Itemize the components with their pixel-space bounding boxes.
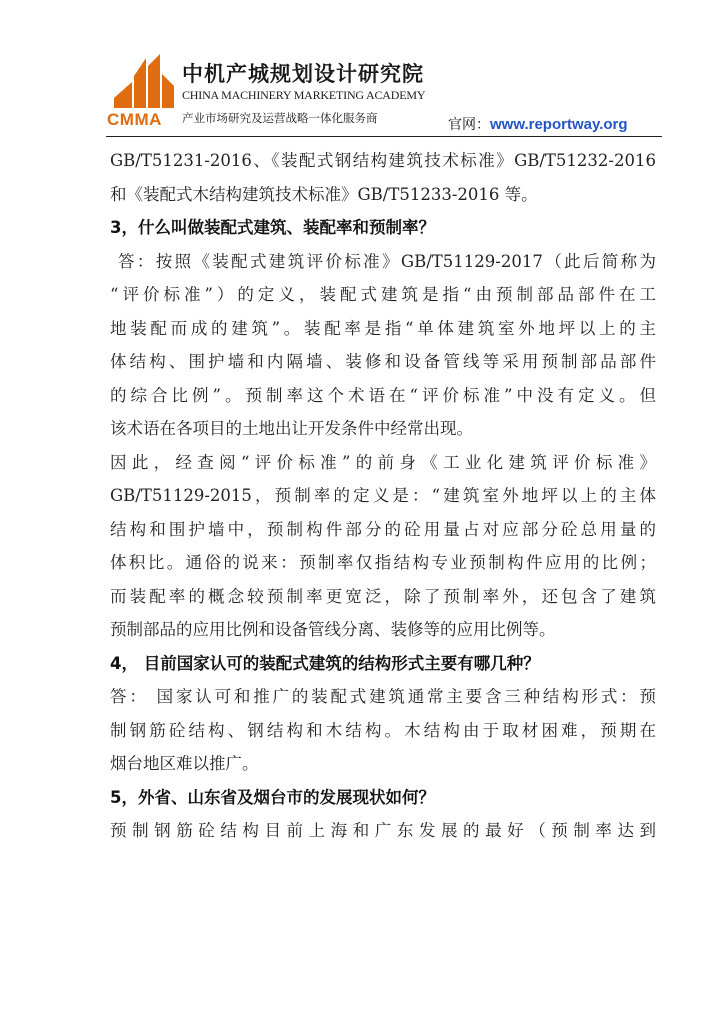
body-line: 因此，经查阅“评价标准”的前身《工业化建筑评价标准》 (110, 452, 656, 472)
body-line: GB/T51231-2016、《装配式钢结构建筑技术标准》GB/T51232-2016 (110, 151, 656, 170)
website-link[interactable]: www.reportway.org (490, 116, 628, 133)
body-line: 而装配率的概念较预制率更宽泛，除了预制率外，还包含了建筑 (110, 586, 656, 606)
body-line: 答：按照《装配式建筑评价标准》GB/T51129-2017（此后简称为 (118, 251, 656, 271)
body-line: 和《装配式木结构建筑技术标准》GB/T51233-2016 等。 (110, 184, 538, 204)
body-line: GB/T51129-2015，预制率的定义是：“建筑室外地坪以上的主体 (110, 486, 656, 505)
section-heading: 3，什么叫做装配式建筑、装配率和预制率？ (110, 218, 435, 237)
body-line: 结构和围护墙中，预制构件部分的砼用量占对应部分砼总用量的 (110, 519, 656, 539)
body-line: 答： 国家认可和推广的装配式建筑通常主要含三种结构形式：预 (110, 687, 656, 706)
document-body (110, 144, 656, 848)
section-heading: 4， 目前国家认可的装配式建筑的结构形式主要有哪几种？ (110, 653, 540, 673)
organization-name-en: CHINA MACHINERY MARKETING ACADEMY (182, 88, 426, 102)
body-line: 体积比。通俗的说来：预制率仅指结构专业预制构件应用的比例； (110, 553, 656, 572)
section-heading: 5，外省、山东省及烟台市的发展现状如何？ (110, 787, 435, 807)
body-line: 预制钢筋砼结构目前上海和广东发展的最好（预制率达到 (110, 821, 656, 840)
body-line: 烟台地区难以推广。 (110, 754, 259, 773)
body-line: 预制部品的应用比例和设备管线分离、装修等的应用比例等。 (110, 620, 556, 639)
website-label: 官网： (448, 117, 490, 133)
body-line: 该术语在各项目的土地出让开发条件中经常出现。 (110, 419, 473, 438)
header-divider (106, 136, 662, 137)
organization-slogan: 产业市场研究及运营战略一体化服务商 (182, 111, 378, 125)
page-header (0, 0, 724, 140)
body-line: 地装配而成的建筑”。装配率是指“单体建筑室外地坪以上的主 (110, 318, 656, 338)
body-line: “评价标准”）的定义，装配式建筑是指“由预制部品部件在工 (110, 285, 656, 304)
body-line: 的综合比例”。预制率这个术语在“评价标准”中没有定义。但 (110, 385, 656, 405)
body-line: 制钢筋砼结构、钢结构和木结构。木结构由于取材困难，预期在 (110, 720, 656, 740)
website-line (448, 114, 628, 134)
body-line: 体结构、围护墙和内隔墙、装修和设备管线等采用预制部品部件 (110, 352, 656, 371)
organization-name-cn: 中机产城规划设计研究院 (182, 62, 424, 86)
logo-wordmark: CMMA (107, 110, 162, 129)
